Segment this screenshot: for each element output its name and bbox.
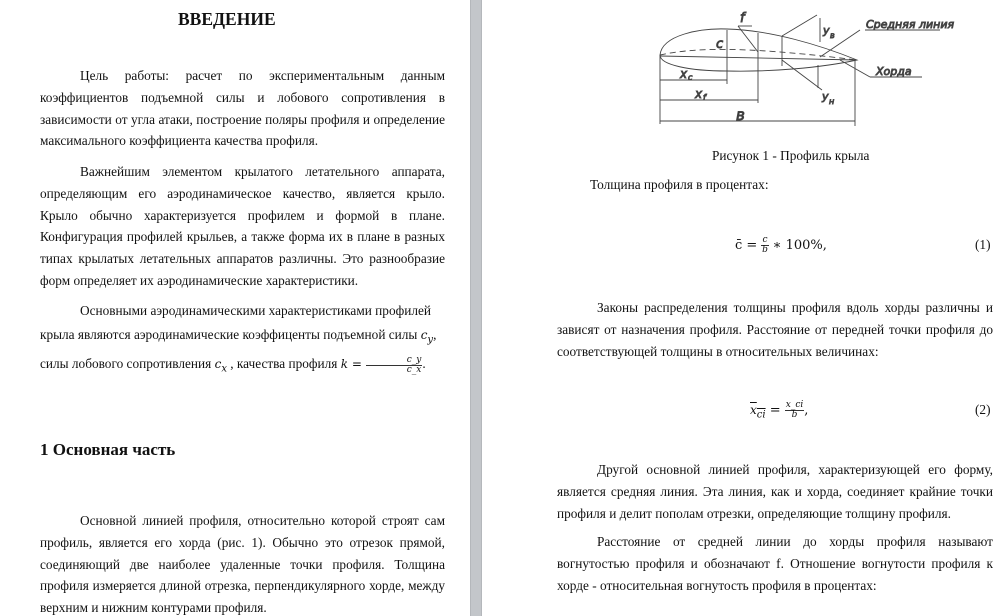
label-f: f	[740, 11, 745, 26]
equation-1: c̄ = $\frac{c}{b}$ ∗ 100%,	[735, 235, 827, 255]
equation-2: $x_{ci}$ = $\frac{x\_ci}{b}$ ,	[750, 400, 809, 421]
label-yv: y	[823, 24, 830, 37]
label-b: в	[736, 106, 745, 124]
label-xf: x	[695, 87, 703, 101]
wing-profile-figure	[482, 0, 1000, 145]
label-xc: x	[680, 67, 688, 81]
document-page-right	[482, 0, 1000, 616]
paragraph-chord: Основной линией профиля, относительно которой строят сам профиль, является его хорда (рис. 1). Обычно это отрезок прямой, соединяющий две наиболее удаленные точки профиля. Толщина профиля измеряется длиной отрезка, перпендикулярного хорде, между верхним и нижним контурами профиля.	[40, 513, 445, 616]
cy-symbol: $c_y$	[420, 328, 434, 346]
label-yn: y	[822, 90, 829, 103]
svg-text:н: н	[829, 97, 835, 106]
document-page-left	[0, 0, 470, 616]
k-fraction: $\frac{c\_y}{c\_x}$	[366, 356, 423, 375]
paragraph-wing: Важнейшим элементом крылатого летательного аппарата, определяющим его аэродинамическое качество, является крыло. Крыло обычно характеризуется профилем и формой в плане. Конфигурация профилей крыльев, а также форма их в плане в разных типах крылатых летательных аппаратов различны. Это разнообразие форм определяет их аэродинамические характеристики.	[40, 164, 445, 288]
chord-line	[660, 56, 857, 60]
page-title: ВВЕДЕНИЕ	[178, 9, 276, 29]
paragraph-thickness: Толщина профиля в процентах:	[590, 177, 769, 192]
paragraph-characteristics	[40, 299, 445, 382]
page-separator	[470, 0, 482, 616]
label-c: c	[716, 37, 724, 52]
text: Основными аэродинамическими характеристиками профилей крыла являются аэродинамические коэффиценты подъемной силы	[40, 303, 431, 342]
label-mean-line: Средняя линия	[866, 18, 955, 31]
text: .	[422, 356, 426, 372]
svg-text:c: c	[688, 73, 693, 82]
svg-text:f: f	[703, 93, 706, 102]
label-chord: Хорда	[876, 65, 912, 78]
section-heading: 1 Основная часть	[40, 440, 176, 459]
svg-text:в: в	[830, 31, 835, 40]
equation-1-number: (1)	[975, 237, 991, 252]
paragraph-mean-line: Другой основной линией профиля, характеризующей его форму, является средняя линия. Эта линия, как и хорда, соединяет крайние точки профиля и делит пополам отрезки, определяющие толщину профиля.	[557, 462, 993, 521]
paragraph-distribution: Законы распределения толщины профиля вдоль хорды различны и зависят от назначения профиля. Расстояние от передней точки профиля до соответствующей толщины в относительных величинах:	[557, 300, 993, 359]
text: , силы лобового сопротивления	[40, 327, 437, 372]
paragraph-purpose: Цель работы: расчет по экспериментальным данным коэффициентов подъемной силы и лобового сопротивления в зависимости от угла атаки, построение поляры профиля и определение максимального коэффициента качества профиля.	[40, 68, 445, 149]
text: , качества профиля	[226, 356, 341, 372]
paragraph-camber: Расстояние от средней линии до хорды профиля называют вогнутостью профиля и обозначают f. Отношение вогнутости профиля к хорде - относительная вогнутость профиля в процентах:	[557, 534, 993, 593]
figure-caption: Рисунок 1 - Профиль крыла	[712, 148, 870, 163]
equation-2-number: (2)	[975, 402, 991, 417]
cx-symbol: $c_x$	[214, 357, 227, 375]
k-symbol: k =	[340, 357, 366, 372]
